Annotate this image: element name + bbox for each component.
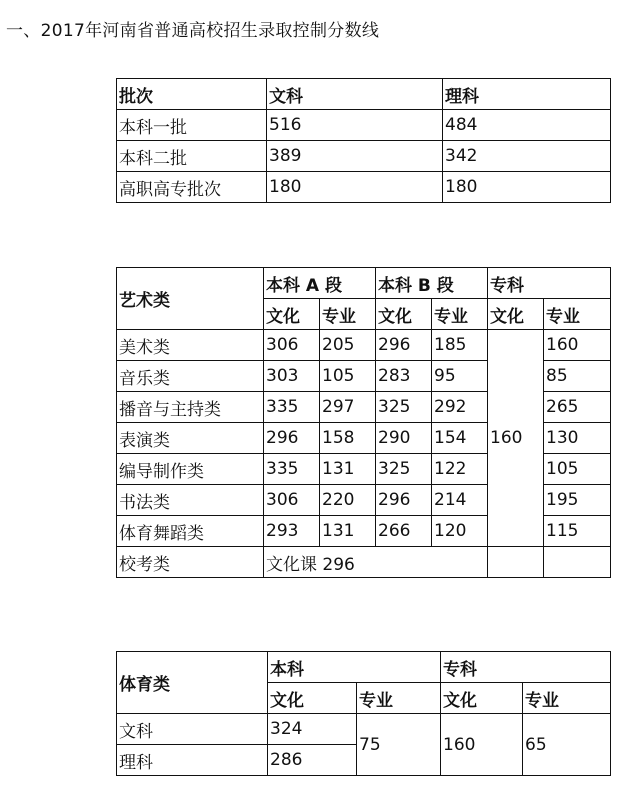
header-junior-college: 专科: [441, 652, 611, 683]
junior-college-major-score: 265: [544, 392, 611, 423]
a-culture-score: 335: [264, 454, 320, 485]
b-culture-score: 296: [376, 330, 432, 361]
header-undergrad-b: 本科 B 段: [376, 268, 488, 299]
empty-cell: [488, 547, 544, 578]
liberal-arts-score: 516: [267, 110, 443, 141]
science-score: 180: [443, 172, 611, 203]
batch-score-table: [116, 78, 611, 203]
header-undergrad: 本科: [268, 652, 441, 683]
a-major-score: 131: [320, 454, 376, 485]
junior-college-major-score: 115: [544, 516, 611, 547]
b-major-score: 120: [432, 516, 488, 547]
junior-college-major-score: 130: [544, 423, 611, 454]
empty-cell: [544, 547, 611, 578]
undergrad-major-score: 75: [357, 714, 441, 776]
table-row: [117, 547, 611, 578]
subheader-culture: 文化: [268, 683, 357, 714]
table-row: [117, 714, 611, 745]
table-header-row: [117, 79, 611, 110]
art-category-name: 音乐类: [117, 361, 264, 392]
subheader-major: 专业: [523, 683, 611, 714]
a-culture-score: 303: [264, 361, 320, 392]
batch-name: 本科一批: [117, 110, 267, 141]
b-culture-score: 325: [376, 392, 432, 423]
header-liberal-arts: 文科: [267, 79, 443, 110]
junior-college-culture-score: 160: [488, 330, 544, 547]
table-row: [117, 172, 611, 203]
art-category-name: 校考类: [117, 547, 264, 578]
art-category-name: 书法类: [117, 485, 264, 516]
art-category-name: 表演类: [117, 423, 264, 454]
subheader-major: 专业: [544, 299, 611, 330]
subheader-culture: 文化: [441, 683, 523, 714]
sports-track-name: 理科: [117, 745, 268, 776]
b-culture-score: 266: [376, 516, 432, 547]
a-major-score: 105: [320, 361, 376, 392]
subheader-culture: 文化: [376, 299, 432, 330]
b-culture-score: 283: [376, 361, 432, 392]
b-major-score: 154: [432, 423, 488, 454]
header-undergrad-a: 本科 A 段: [264, 268, 376, 299]
header-science: 理科: [443, 79, 611, 110]
batch-name: 高职高专批次: [117, 172, 267, 203]
subheader-culture: 文化: [488, 299, 544, 330]
junior-college-major-score: 65: [523, 714, 611, 776]
sports-score-table: [116, 651, 611, 776]
junior-college-major-score: 105: [544, 454, 611, 485]
art-category-name: 编导制作类: [117, 454, 264, 485]
table-row: [117, 141, 611, 172]
header-junior-college: 专科: [488, 268, 611, 299]
science-score: 342: [443, 141, 611, 172]
header-sports-category: 体育类: [117, 652, 268, 714]
a-culture-score: 306: [264, 330, 320, 361]
junior-college-major-score: 195: [544, 485, 611, 516]
table-header-row: [117, 268, 611, 299]
b-major-score: 185: [432, 330, 488, 361]
header-batch: 批次: [117, 79, 267, 110]
sports-track-name: 文科: [117, 714, 268, 745]
art-category-name: 体育舞蹈类: [117, 516, 264, 547]
b-culture-score: 290: [376, 423, 432, 454]
junior-college-major-score: 85: [544, 361, 611, 392]
liberal-arts-score: 180: [267, 172, 443, 203]
undergrad-culture-score: 286: [268, 745, 357, 776]
a-major-score: 205: [320, 330, 376, 361]
table-row: [117, 330, 611, 361]
school-exam-culture-score: 文化课 296: [264, 547, 488, 578]
page-heading: 一、2017年河南省普通高校招生录取控制分数线: [6, 21, 380, 41]
table-header-row: [117, 652, 611, 683]
a-culture-score: 335: [264, 392, 320, 423]
subheader-culture: 文化: [264, 299, 320, 330]
a-major-score: 220: [320, 485, 376, 516]
batch-name: 本科二批: [117, 141, 267, 172]
a-culture-score: 293: [264, 516, 320, 547]
a-major-score: 297: [320, 392, 376, 423]
a-culture-score: 296: [264, 423, 320, 454]
b-culture-score: 296: [376, 485, 432, 516]
junior-college-major-score: 160: [544, 330, 611, 361]
liberal-arts-score: 389: [267, 141, 443, 172]
a-major-score: 158: [320, 423, 376, 454]
b-major-score: 214: [432, 485, 488, 516]
b-major-score: 95: [432, 361, 488, 392]
a-major-score: 131: [320, 516, 376, 547]
undergrad-culture-score: 324: [268, 714, 357, 745]
b-major-score: 122: [432, 454, 488, 485]
art-score-table: [116, 267, 611, 578]
science-score: 484: [443, 110, 611, 141]
art-category-name: 播音与主持类: [117, 392, 264, 423]
subheader-major: 专业: [357, 683, 441, 714]
table-row: [117, 110, 611, 141]
art-category-name: 美术类: [117, 330, 264, 361]
a-culture-score: 306: [264, 485, 320, 516]
header-art-category: 艺术类: [117, 268, 264, 330]
b-major-score: 292: [432, 392, 488, 423]
b-culture-score: 325: [376, 454, 432, 485]
junior-college-culture-score: 160: [441, 714, 523, 776]
subheader-major: 专业: [432, 299, 488, 330]
subheader-major: 专业: [320, 299, 376, 330]
